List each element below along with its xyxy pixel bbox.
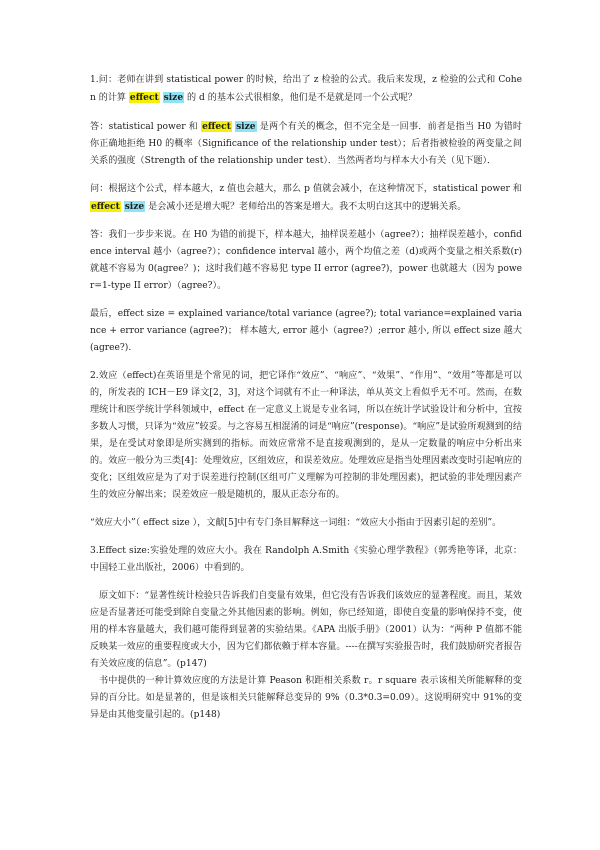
text-run: “效应大小”（ effect size ），文献[5]中有专门条目解释这一词组：“效应大小指由于因素引起的差别”。 xyxy=(90,518,502,528)
highlight-effect: effect xyxy=(129,92,159,103)
text-run: 最后，effect size = explained variance/total variance (agree?); total variance=explained variance + error variance (agree?)； 样本越大, error 越小（agree?）;error 越小, 所以 effect size 越大(agree?). xyxy=(90,309,522,353)
text-run: 问：根据这个公式，样本越大，z 值也会越大，那么 p 值就会减小，在这种情况下，statistical power 和 xyxy=(90,184,522,194)
text-run: 1.问：老师在讲到 statistical power 的时候，给出了 z 检验的公式。我后来发现，z 检验的公式和 Cohen 的计算 xyxy=(90,75,522,103)
paragraph-a1 xyxy=(90,118,522,170)
paragraph-last xyxy=(90,306,522,357)
text-run: 2.效应（effect)在英语里是个常见的词，把它译作“效应”、“响应”、“效果”、“作用”、“效用”等都是可以的，所发表的 ICH－E9 译文[2，3]，对这个词就有不止一种译法，单从英文上看似乎无不可。然而，在数理统计和医学统计学科领域中，effect 在一定意义上说是专业名词，所以在统计学试验设计和分析中，宜按多数人习惯，只译为“效应”较妥。与之容易互相混淆的词是“响应”(response)。“响应”是试验所观测到的结果，是在受试对象即是所实测到的指标。而效应常常不是直接观测到的，是从一定数量的响应中分析出来的。效应一般分为三类[4]：处理效应，区组效应，和误差效应。处理效应是指当处理因素改变时引起响应的变化；区组效应是为了对于误差进行控制(区组可广义理解为可控制的非处理因素)，把试验的非处理因素产生的效应分解出来；误差效应一般是随机的，服从正态分布的。 xyxy=(90,371,522,500)
highlight-size: size xyxy=(236,121,256,132)
highlight-effect: effect xyxy=(91,201,120,212)
highlight-effect: effect xyxy=(202,121,231,132)
paragraph-q1 xyxy=(90,72,522,107)
text-run: 是会减小还是增大呢？老师给出的答案是增大。我不太明白这其中的逻辑关系。 xyxy=(145,202,467,212)
paragraph-q2 xyxy=(90,181,522,216)
text-run: 原文如下：“显著性统计检验只告诉我们自变量有效果，但它没有告诉我们该效应的显著程度。而且，某效应是否显著还可能受到除自变量之外其他因素的影响。例如，你已经知道，即使自变量的影响保持不变，使用的样本容量越大，我们越可能得到显著的实验结果。《APA 出版手册》（2001）认为：“两种 P 值都不能反映某一效应的重要程度或大小，因为它们都依赖于样本容量。----在撰写实验报告时，我们鼓励研究者报告有关效应度的信息”。(p147) xyxy=(90,591,522,669)
paragraph-book xyxy=(90,673,522,724)
paragraph-s2 xyxy=(90,368,522,504)
text-run: 是两个有关的概念，但不完全是一回事．前者是指当 H0 为错时你正确地拒绝 H0 的概率（Significance of the relationship under test）；后者指被检验的两变量之间关系的强度（Strength of the relationship under test）．当然两者均与样本大小有关（见下题）． xyxy=(90,122,522,166)
paragraph-s2b xyxy=(90,515,522,532)
text-run: 3.Effect size:实验处理的效应大小。我在 Randolph A.Smith《实验心理学教程》（郭秀艳等译，北京：中国轻工业出版社，2006）中看到的。 xyxy=(90,546,522,573)
text-run: 答：我们一步步来说。在 H0 为错的前提下，样本越大，抽样误差越小（agree?）；抽样误差越小，confidence interval 越小（agree?）；confidence interval 越小，两个均值之差（d)或两个变量之相关系数(r)就越不容易为 0(agree？)；这时我们越不容易犯 type II error (agree?)，power 也就越大（因为 power=1-type II error）（agree?）。 xyxy=(90,230,522,291)
text-run: 的 d 的基本公式很相象，他们是不是就是同一个公式呢？ xyxy=(184,93,417,103)
highlight-size: size xyxy=(163,92,184,103)
text-run: 书中提供的一种计算效应度的方法是计算 Peason 积距相关系数 r。r square 表示该相关所能解释的变异的百分比。如是显著的，但是该相关只能解释总变异的 9%（0.3*0.3=0.09）。这说明研究中 91%的变异是由其他变量引起的。(p148) xyxy=(90,676,522,720)
paragraph-a2 xyxy=(90,227,522,295)
highlight-size: size xyxy=(124,201,145,212)
text-run: 答：statistical power 和 xyxy=(90,122,202,132)
paragraph-orig xyxy=(90,588,522,673)
paragraph-s3 xyxy=(90,543,522,577)
